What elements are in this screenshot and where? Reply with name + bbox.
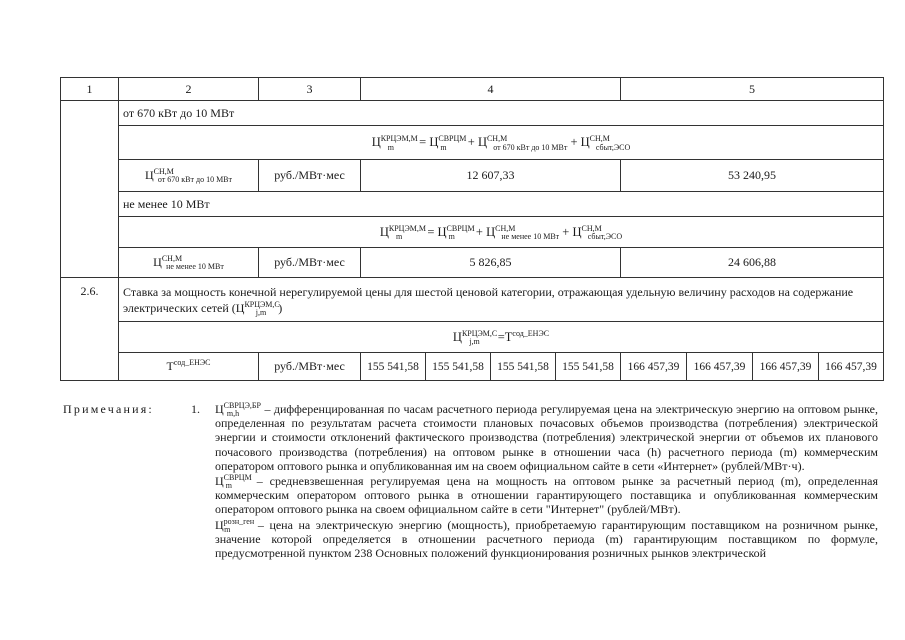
section-10-title-row (61, 192, 884, 217)
section-10-unit: руб./МВт·мес (259, 248, 361, 278)
section-2-6-formula-row (61, 322, 884, 353)
section-10-value-col-4: 5 826,85 (361, 248, 621, 278)
section-10-value-col-5: 24 606,88 (621, 248, 884, 278)
notes-body (215, 402, 878, 561)
section-2-6-value-3: 155 541,58 (491, 353, 556, 381)
section-670-formula-row (61, 126, 884, 160)
section-670-unit: руб./МВт·мес (259, 160, 361, 192)
section-2-6-value-1: 155 541,58 (361, 353, 426, 381)
header-col-3: 3 (259, 78, 361, 101)
section-2-6-formula: $Ц^{КРЦЭМ,С}_{j,m} =Т^{сод\_ЕНЭС}$ (119, 322, 884, 353)
section-670-value-row (61, 160, 884, 192)
section-2-6-value-6: 166 457,39 (687, 353, 753, 381)
section-10-formula: $Ц^{КРЦЭМ,М}_m = Ц^{СВРЦМ}_m + Ц^{СН,М}_{не менее 10 МВт} + Ц^{СН,М}_{сбыт,ЭСО}$ (119, 217, 884, 248)
header-col-5: 5 (621, 78, 884, 101)
note-paragraph-3: $Ц^{розн\_ген}_m$ – цена на электрическую энергию (мощность), приобретаемую гарантирующим поставщиком на розничном рынке, значение которой определяется в отношении расчетного периода (m) гарантирующим поставщиком по формуле, предусмотренной пунктом 238 Основных положений функционирования розничных рынков электрической (215, 516, 878, 561)
section-2-6-value-row (61, 353, 884, 381)
section-2-6-value-4: 155 541,58 (556, 353, 621, 381)
section-10-parameter: $Ц^{СН,М}_{не менее 10 МВт}$ (119, 248, 259, 278)
section-2-6-description: Ставка за мощность конечной нерегулируемой цены для шестой ценовой категории, отражающая удельную величину расходов на содержание электрических сетей ($Ц^{КРЦЭМ,С}_{j,m}$ ) (119, 278, 884, 322)
section-670-value-col-4: 12 607,33 (361, 160, 621, 192)
section-2-6-unit: руб./МВт·мес (259, 353, 361, 381)
section-10-formula-row (61, 217, 884, 248)
section-2-6-parameter: $Т^{сод\_ЕНЭС}$ (119, 353, 259, 381)
note-paragraph-1: $Ц^{СВРЦЭ,БР}_{m,h}$ – дифференцированная по часам расчетного периода регулируемая цена на электрическую энергию на оптовом рынке, определенная по результатам расчета стоимости плановых почасовых объемов производства (потребления) электрической энергии и стоимости отклонений фактического производства (потребления) электрической энергии от объемов их планового почасового производства (потребления) на оптовом рынке в отношении часа (h) расчетного периода (m) коммерческим оператором оптового рынка и опубликованная им на своем официальном сайте в сети «Интернет» (рублей/МВт·ч). (215, 401, 878, 473)
header-col-1: 1 (61, 78, 119, 101)
section-670-title: от 670 кВт до 10 МВт (119, 101, 884, 126)
section-670-formula: $Ц^{КРЦЭМ,М}_m = Ц^{СВРЦМ}_m + Ц^{СН,М}_{от 670 кВт до 10 МВт} + Ц^{СН,М}_{сбыт,ЭСО}$ (119, 126, 884, 160)
section-670-title-row (61, 101, 884, 126)
note-paragraph-2: $Ц^{СВРЦМ}_m$ – средневзвешенная регулируемая цена на мощность на оптовом рынке за расчетный период (m), определенная коммерческим оператором оптового рынка в отношении гарантирующего поставщика и опубликованная коммерческим оператором оптового рынка на своем официальном сайте в сети "Интернет" (рублей/МВт). (215, 473, 878, 517)
tariff-table (60, 77, 884, 381)
section-2-6-value-8: 166 457,39 (819, 353, 884, 381)
section-2-6-value-2: 155 541,58 (426, 353, 491, 381)
section-2-6-value-5: 166 457,39 (621, 353, 687, 381)
section-10-title: не менее 10 МВт (119, 192, 884, 217)
header-col-4: 4 (361, 78, 621, 101)
section-2-6-text-row (61, 278, 884, 322)
section-670-parameter: $Ц^{СН,М}_{от 670 кВт до 10 МВт}$ (119, 160, 259, 192)
header-row (61, 78, 884, 101)
notes-number: 1. (191, 402, 200, 416)
section-670-value-col-5: 53 240,95 (621, 160, 884, 192)
section-2-6-number: 2.6. (61, 278, 119, 381)
section-2-5-number-cell (61, 101, 119, 278)
notes-label: Примечания: (63, 402, 154, 416)
header-col-2: 2 (119, 78, 259, 101)
section-2-6-value-7: 166 457,39 (753, 353, 819, 381)
section-10-value-row (61, 248, 884, 278)
